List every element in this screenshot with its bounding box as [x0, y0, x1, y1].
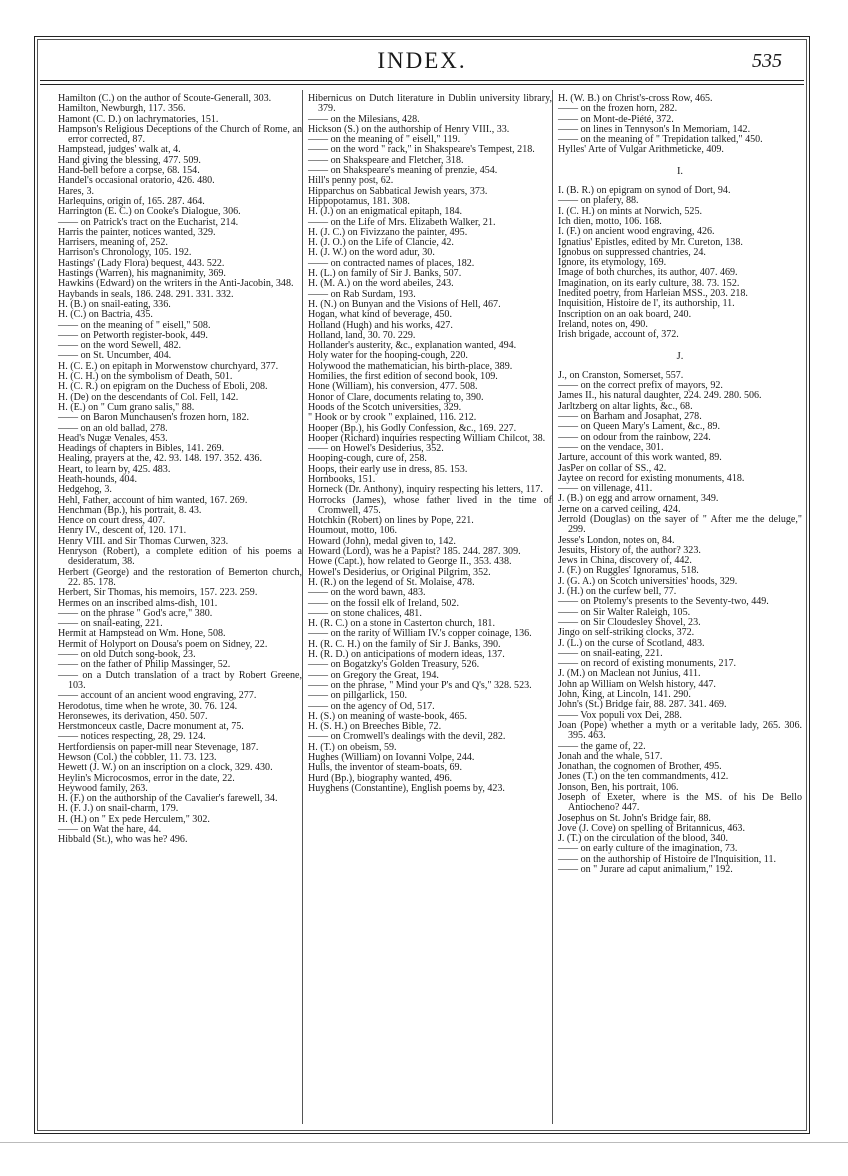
index-entry: —— on record of existing monuments, 217.: [558, 658, 737, 670]
index-entry: Howard (John), medal given to, 142.: [308, 535, 456, 547]
index-entry: —— on Patrick's tract on the Eucharist, 214.: [58, 216, 239, 228]
index-entry: Hastings' (Lady Flora) bequest, 443. 522.: [58, 257, 225, 269]
index-entry: Imagination, on its early culture, 38. 73. 152.: [558, 277, 740, 289]
index-entry: Herbert, Sir Thomas, his memoirs, 157. 223. 259.: [58, 587, 258, 599]
index-entry: Holy water for the hooping-cough, 220.: [308, 350, 468, 362]
index-entry: Jerrold (Douglas) on the sayer of " After me the deluge," 299.: [558, 513, 802, 536]
index-entry: —— on the word Sewell, 482.: [58, 340, 182, 352]
index-entry: Hewson (Col.) the cobbler, 11. 73. 123.: [58, 752, 217, 763]
index-entry: Handel's occasional oratorio, 426. 480.: [58, 175, 215, 187]
index-entry: —— Vox populi vox Dei, 288.: [558, 709, 682, 721]
index-entry: —— on old Dutch song-book, 23.: [58, 649, 196, 661]
index-entry: Holland, land, 30. 70. 229.: [308, 329, 416, 341]
index-entry: J. (M.) on Maclean not Junius, 411.: [558, 668, 701, 680]
index-entry: J., on Cranston, Somerset, 557.: [558, 369, 684, 381]
index-column-3: [558, 94, 802, 875]
index-entry: James II., his natural daughter, 224. 249. 280. 506.: [558, 390, 762, 402]
index-entry: Henryson (Robert), a complete edition of his poems a desideratum, 38.: [58, 546, 302, 568]
index-entry: —— on early culture of the imagination, 73.: [558, 843, 738, 855]
index-entry: H. (C. E.) on epitaph in Morwenstow churchyard, 377.: [58, 360, 279, 372]
index-entry: —— on the meaning of " eisell," 508.: [58, 319, 211, 331]
index-entry: Irish brigade, account of, 372.: [558, 329, 679, 341]
index-entry: —— on the phrase, " Mind your P's and Q's," 328. 523.: [308, 679, 532, 691]
index-entry: J. (L.) on the curse of Scotland, 483.: [558, 637, 705, 649]
index-entry: —— on St. Uncumber, 404.: [58, 350, 172, 362]
index-entry: Hylles' Arte of Vulgar Arithmeticke, 409.: [558, 144, 724, 156]
index-entry: I. (C. H.) on mints at Norwich, 525.: [558, 205, 702, 217]
index-entry: Hampstead, judges' walk at, 4.: [58, 144, 181, 156]
index-entry: Hewett (J. W.) on an inscription on a clock, 329. 430.: [58, 762, 273, 774]
index-entry: —— on Sir Walter Raleigh, 105.: [558, 606, 691, 618]
index-column-1: [58, 94, 302, 846]
index-entry: Hornbooks, 151.: [308, 473, 376, 485]
index-entry: Herstmonceux castle, Dacre monument at, 75.: [58, 721, 244, 733]
index-entry: Hedgehog, 3.: [58, 484, 112, 496]
page-title: INDEX.: [377, 48, 467, 73]
index-entry: Hibbald (St.), who was he? 496.: [58, 834, 188, 846]
index-entry: Jaytee on record for existing monuments, 418.: [558, 472, 745, 484]
index-entry: Hamilton, Newburgh, 117. 356.: [58, 103, 186, 115]
index-entry: —— on contracted names of places, 182.: [308, 257, 475, 269]
index-entry: Honor of Clare, documents relating to, 390.: [308, 391, 484, 403]
index-entry: H. (T.) on obeism, 59.: [308, 741, 397, 753]
index-entry: H. (J. C.) on Fivizzano the painter, 495.: [308, 226, 468, 238]
index-entry: J. (F.) on Ruggles' Ignoramus, 518.: [558, 565, 699, 577]
index-entry: Jonson, Ben, his portrait, 106.: [558, 781, 679, 793]
index-entry: Hehl, Father, account of him wanted, 167. 269.: [58, 494, 248, 506]
index-entry: I. (B. R.) on epigram on synod of Dort, 94.: [558, 185, 731, 197]
index-entry: Hence on court dress, 407.: [58, 515, 166, 527]
index-entry: Hulls, the inventor of steam-boats, 69.: [308, 762, 463, 774]
index-entry: Jarltzberg on altar lights, &c., 68.: [558, 400, 693, 412]
index-entry: Jesuits, History of, the author? 323.: [558, 544, 701, 556]
index-entry: Jews in China, discovery of, 442.: [558, 555, 692, 567]
index-entry: —— on snail-eating, 221.: [58, 618, 163, 630]
section-letter: J.: [676, 350, 684, 362]
index-entry: —— on Queen Mary's Lament, &c., 89.: [558, 421, 720, 433]
index-entry: Heylin's Microcosmos, error in the date, 22.: [58, 772, 235, 784]
index-entry: H. (F. J.) on snail-charm, 179.: [58, 803, 179, 815]
index-entry: I. (F.) on ancient wood engraving, 426.: [558, 226, 715, 238]
index-entry: H. (R. D.) on anticipations of modern ideas, 137.: [308, 649, 505, 661]
index-column-2: [308, 94, 552, 794]
index-entry: —— on the agency of Od, 517.: [308, 700, 435, 712]
index-entry: Jones (T.) on the ten commandments, 412.: [558, 771, 729, 783]
index-entry: —— on Cromwell's dealings with the devil, 282.: [308, 731, 506, 743]
index-entry: Inscription on an oak board, 240.: [558, 308, 692, 320]
index-entry: John ap William on Welsh history, 447.: [558, 678, 716, 690]
index-entry: Heronsewes, its derivation, 450. 507.: [58, 710, 208, 722]
index-entry: Hand-bell before a corpse, 68. 154.: [58, 165, 200, 177]
index-entry: J. (B.) on egg and arrow ornament, 349.: [558, 493, 719, 505]
index-entry: Hipparchus on Sabbatical Jewish years, 373.: [308, 185, 488, 197]
index-entry: —— on the frozen horn, 282.: [558, 103, 678, 115]
index-entry: Howe (Capt.), how related to George II., 353. 438.: [308, 556, 512, 568]
index-entry: Headings of chapters in Bibles, 141. 269.: [58, 443, 225, 455]
index-entry: —— on the Life of Mrs. Elizabeth Walker, 21.: [308, 216, 496, 228]
index-entry: H. (J. W.) on the word adur, 30.: [308, 247, 435, 259]
index-entry: —— on " Jurare ad caput animalium," 192.: [558, 864, 733, 876]
index-entry: Heywood family, 263.: [58, 782, 148, 794]
index-entry: —— on Barham and Josaphat, 278.: [558, 411, 702, 423]
index-entry: J. (H.) on the curfew bell, 77.: [558, 586, 677, 598]
index-entry: —— on the authorship of Histoire de l'Inquisition, 11.: [558, 853, 776, 865]
index-entry: —— on snail-eating, 221.: [558, 647, 663, 659]
index-entry: —— on Petworth register-book, 449.: [58, 329, 208, 341]
index-entry: John's (St.) Bridge fair, 88. 287. 341. 469.: [558, 699, 727, 711]
index-entry: Holywood the mathematician, his birth-place, 389.: [308, 360, 513, 372]
header-rule-double: [40, 84, 804, 85]
index-entry: H. (J. O.) on the Life of Clancie, 42.: [308, 237, 454, 249]
index-entry: Homilies, the first edition of second book, 109.: [308, 371, 498, 383]
index-entry: —— on the phrase " God's acre," 380.: [58, 607, 213, 619]
index-entry: Hoops, their early use in dress, 85. 153.: [308, 463, 468, 475]
index-entry: —— on the vendace, 301.: [558, 441, 664, 453]
index-entry: —— on Gregory the Great, 194.: [308, 669, 439, 681]
index-entry: Hertfordiensis on paper-mill near Stevenage, 187.: [58, 741, 259, 753]
index-entry: —— on odour from the rainbow, 224.: [558, 431, 711, 443]
index-entry: Hamilton (C.) on the author of Scoute-Generall, 303.: [58, 93, 272, 104]
index-entry: Head's Nugæ Venales, 453.: [58, 432, 168, 444]
index-entry: Hippopotamus, 181. 308.: [308, 195, 410, 207]
index-entry: Joan (Pope) whether a myth or a veritable lady, 265. 306. 395. 463.: [558, 719, 802, 742]
index-entry: H. (W. B.) on Christ's-cross Row, 465.: [558, 93, 713, 104]
index-entry: —— on the father of Philip Massinger, 52.: [58, 659, 231, 671]
index-entry: Haybands in seals, 186. 248. 291. 331. 332.: [58, 288, 234, 300]
index-entry: Harris the painter, notices wanted, 329.: [58, 226, 216, 238]
page-number: 535: [752, 50, 782, 72]
index-entry: Hares, 3.: [58, 185, 94, 197]
index-entry: —— on Sir Cloudesley Shovel, 23.: [558, 616, 701, 628]
index-entry: —— on lines in Tennyson's In Memoriam, 142.: [558, 123, 751, 135]
column-divider: [302, 90, 303, 1124]
index-entry: H. (De) on the descendants of Col. Fell, 142.: [58, 391, 239, 403]
index-entry: Hooper (Richard) inquiries respecting William Chilcot, 38.: [308, 432, 546, 444]
index-entry: Huyghens (Constantine), English poems by, 423.: [308, 782, 505, 794]
index-entry: Jonah and the whale, 517.: [558, 750, 663, 762]
index-entry: —— on the word " rack," in Shakspeare's Tempest, 218.: [308, 144, 535, 156]
index-entry: Harlequins, origin of, 165. 287. 464.: [58, 195, 205, 207]
header-rule: [40, 80, 804, 81]
index-entry: Heath-hounds, 404.: [58, 473, 137, 485]
index-entry: H. (L.) on family of Sir J. Banks, 507.: [308, 268, 462, 280]
index-entry: Hughes (William) on Iovanni Volpe, 244.: [308, 752, 475, 763]
index-entry: Hill's penny post, 62.: [308, 175, 394, 187]
index-entry: —— account of an ancient wood engraving, 277.: [58, 690, 257, 702]
index-entry: Hurd (Bp.), biography wanted, 496.: [308, 772, 452, 784]
index-entry: Image of both churches, its author, 407. 469.: [558, 267, 738, 279]
index-entry: Ich dien, motto, 106. 168.: [558, 215, 662, 227]
index-entry: Joseph of Exeter, where is the MS. of his De Bello Antiocheno? 447.: [558, 792, 802, 814]
index-entry: Healing, prayers at the, 42. 93. 148. 197. 352. 436.: [58, 453, 262, 465]
index-entry: " Hook or by crook " explained, 116. 212.: [308, 412, 477, 424]
index-entry: Harrington (E. C.) on Cooke's Dialogue, 306.: [58, 206, 241, 218]
index-entry: H. (R. C.) on a stone in Casterton church, 181.: [308, 618, 495, 630]
index-entry: H. (N.) on Bunyan and the Visions of Hell, 467.: [308, 298, 501, 310]
index-entry: Hastings (Warren), his magnanimity, 369.: [58, 268, 226, 280]
index-entry: —— on the correct prefix of mayors, 92.: [558, 380, 723, 392]
index-entry: Hermes on an inscribed alms-dish, 101.: [58, 597, 218, 609]
index-entry: Hotchkin (Robert) on lines by Pope, 221.: [308, 515, 474, 527]
index-entry: Heart, to learn by, 425. 483.: [58, 463, 171, 475]
index-entry: Harrison's Chronology, 105. 192.: [58, 247, 192, 259]
index-entry: —— on Shakspeare's meaning of prenzie, 454.: [308, 165, 498, 177]
index-entry: J. (T.) on the circulation of the blood, 340.: [558, 833, 729, 845]
index-entry: —— on stone chalices, 481.: [308, 607, 422, 619]
index-entry: —— on Rab Surdam, 193.: [308, 288, 416, 300]
index-entry: H. (S. H.) on Breeches Bible, 72.: [308, 721, 442, 733]
index-entry: Ireland, notes on, 490.: [558, 318, 648, 330]
index-entry: Herodotus, time when he wrote, 30. 76. 124.: [58, 700, 238, 712]
index-entry: —— on Ptolemy's presents to the Seventy-two, 449.: [558, 596, 769, 608]
index-entry: Houmout, motto, 106.: [308, 525, 398, 537]
index-entry: —— on villenage, 411.: [558, 483, 653, 495]
index-entry: Horrocks (James), whose father lived in the time of Cromwell, 475.: [308, 494, 552, 516]
index-entry: Hermit of Holyport on Dousa's poem on Sidney, 22.: [58, 638, 268, 650]
index-entry: Harrisers, meaning of, 252.: [58, 237, 168, 249]
index-entry: —— notices respecting, 28, 29. 124.: [58, 731, 206, 743]
column-divider: [552, 90, 553, 1124]
index-entry: Holland (Hugh) and his works, 427.: [308, 319, 453, 331]
index-entry: H. (C.) on Bactria, 435.: [58, 309, 153, 321]
index-entry: Hampson's Religious Deceptions of the Church of Rome, an error corrected, 87.: [58, 123, 302, 146]
index-entry: Inquisition, Histoire de l', its authorship, 11.: [558, 298, 735, 310]
index-entry: —— on the fossil elk of Ireland, 502.: [308, 597, 459, 609]
index-entry: —— on Baron Munchausen's frozen horn, 182.: [58, 412, 249, 424]
index-entry: JasPer on collar of SS., 42.: [558, 462, 667, 474]
index-entry: H. (B.) on snail-eating, 336.: [58, 298, 171, 310]
index-entry: H. (M. A.) on the word abeiles, 243.: [308, 278, 454, 290]
index-entry: —— on plafery, 88.: [558, 195, 639, 207]
index-entry: Hawkins (Edward) on the writers in the Anti-Jacobin, 348.: [58, 278, 294, 290]
index-entry: —— on Wat the hare, 44.: [58, 824, 162, 836]
index-entry: Jove (J. Cove) on spelling of Britannicus, 463.: [558, 822, 745, 834]
index-entry: H. (R. C. H.) on the family of Sir J. Banks, 390.: [308, 638, 501, 650]
index-entry: Hollander's austerity, &c., explanation wanted, 494.: [308, 340, 517, 352]
index-entry: Hickson (S.) on the authorship of Henry VIII., 33.: [308, 123, 510, 135]
index-entry: Henry IV., descent of, 120. 171.: [58, 525, 187, 537]
index-entry: Hooping-cough, cure of, 258.: [308, 453, 427, 465]
index-entry: Herbert (George) and the restoration of Bemerton church, 22. 85. 178.: [58, 566, 302, 588]
index-entry: Jingo on self-striking clocks, 372.: [558, 627, 695, 639]
index-entry: —— the game of, 22.: [558, 740, 646, 752]
index-entry: Ignatius' Epistles, edited by Mr. Cureton, 138.: [558, 236, 743, 248]
index-entry: Jerne on a carved ceiling, 424.: [558, 503, 681, 515]
index-entry: Hooper (Bp.), his Godly Confession, &c., 169. 227.: [308, 422, 517, 434]
index-entry: Henry VIII. and Sir Thomas Curwen, 323.: [58, 535, 229, 547]
index-entry: Jesse's London, notes on, 84.: [558, 534, 675, 546]
index-entry: —— on a Dutch translation of a tract by Robert Greene, 103.: [58, 669, 302, 691]
section-letter: I.: [676, 165, 684, 177]
index-entry: H. (F.) on the authorship of the Cavalier's farewell, 34.: [58, 793, 278, 805]
index-entry: Henchman (Bp.), his portrait, 8. 43.: [58, 504, 202, 516]
index-entry: —— on pillgarlick, 150.: [308, 690, 408, 702]
index-entry: Howard (Lord), was he a Papist? 185. 244. 287. 309.: [308, 546, 521, 558]
index-entry: Inedited poetry, from Harleian MSS., 203. 218.: [558, 288, 748, 300]
index-entry: H. (R.) on the legend of St. Molaise, 478.: [308, 576, 475, 588]
index-entry: —— on Mont-de-Piété, 372.: [558, 113, 674, 125]
index-entry: H. (S.) on meaning of waste-book, 465.: [308, 710, 468, 722]
index-entry: Jarture, account of this work wanted, 89.: [558, 452, 722, 464]
index-entry: Jonathan, the cognomen of Brother, 495.: [558, 761, 722, 773]
index-entry: Howel's Desiderius, or Original Pilgrim, 352.: [308, 566, 491, 578]
index-entry: Hogan, what kind of beverage, 450.: [308, 309, 452, 321]
index-entry: Hand giving the blessing, 477. 509.: [58, 154, 201, 166]
index-entry: H. (E.) on " Cum grano salis," 88.: [58, 401, 195, 413]
index-entry: —— on the Milesians, 428.: [308, 113, 420, 125]
index-entry: Hoods of the Scotch universities, 329.: [308, 401, 462, 413]
index-entry: John, King, at Lincoln, 141. 290.: [558, 689, 691, 701]
index-entry: H. (C. H.) on the symbolism of Death, 501.: [58, 371, 233, 383]
index-entry: Hermit at Hampstead on Wm. Hone, 508.: [58, 628, 226, 640]
index-entry: —— on the meaning of " Trepidation talked," 450.: [558, 134, 763, 146]
index-entry: Hibernicus on Dutch literature in Dublin university library, 379.: [308, 93, 552, 115]
index-entry: —— on Howel's Desiderius, 352.: [308, 443, 444, 455]
index-entry: Horneck (Dr. Anthony), inquiry respecting his letters, 117.: [308, 484, 543, 496]
index-entry: Ignore, its etymology, 169.: [558, 257, 667, 269]
index-entry: —— on Bogatzky's Golden Treasury, 526.: [308, 659, 480, 671]
index-entry: H. (J.) on an enigmatical epitaph, 184.: [308, 206, 463, 218]
index-entry: Ignobus on suppressed chantries, 24.: [558, 246, 706, 258]
index-entry: —— on the rarity of William IV.'s copper coinage, 136.: [308, 628, 532, 640]
index-entry: —— on an old ballad, 278.: [58, 422, 168, 434]
index-entry: H. (H.) on " Ex pede Herculem," 302.: [58, 813, 210, 825]
index-entry: J. (G. A.) on Scotch universities' hoods, 329.: [558, 575, 738, 587]
page-edge-rule: [0, 1142, 848, 1143]
index-entry: Hamont (C. D.) on lachrymatories, 151.: [58, 113, 219, 125]
index-entry: Josephus on St. John's Bridge fair, 88.: [558, 812, 711, 824]
index-entry: Hone (William), his conversion, 477. 508.: [308, 381, 478, 393]
index-entry: H. (C. R.) on epigram on the Duchess of Eboli, 208.: [58, 381, 268, 393]
index-entry: —— on the word bawn, 483.: [308, 587, 426, 599]
page-header: [40, 44, 804, 88]
index-entry: —— on the meaning of " eisell," 119.: [308, 134, 461, 146]
index-entry: —— on Shakspeare and Fletcher, 318.: [308, 154, 464, 166]
